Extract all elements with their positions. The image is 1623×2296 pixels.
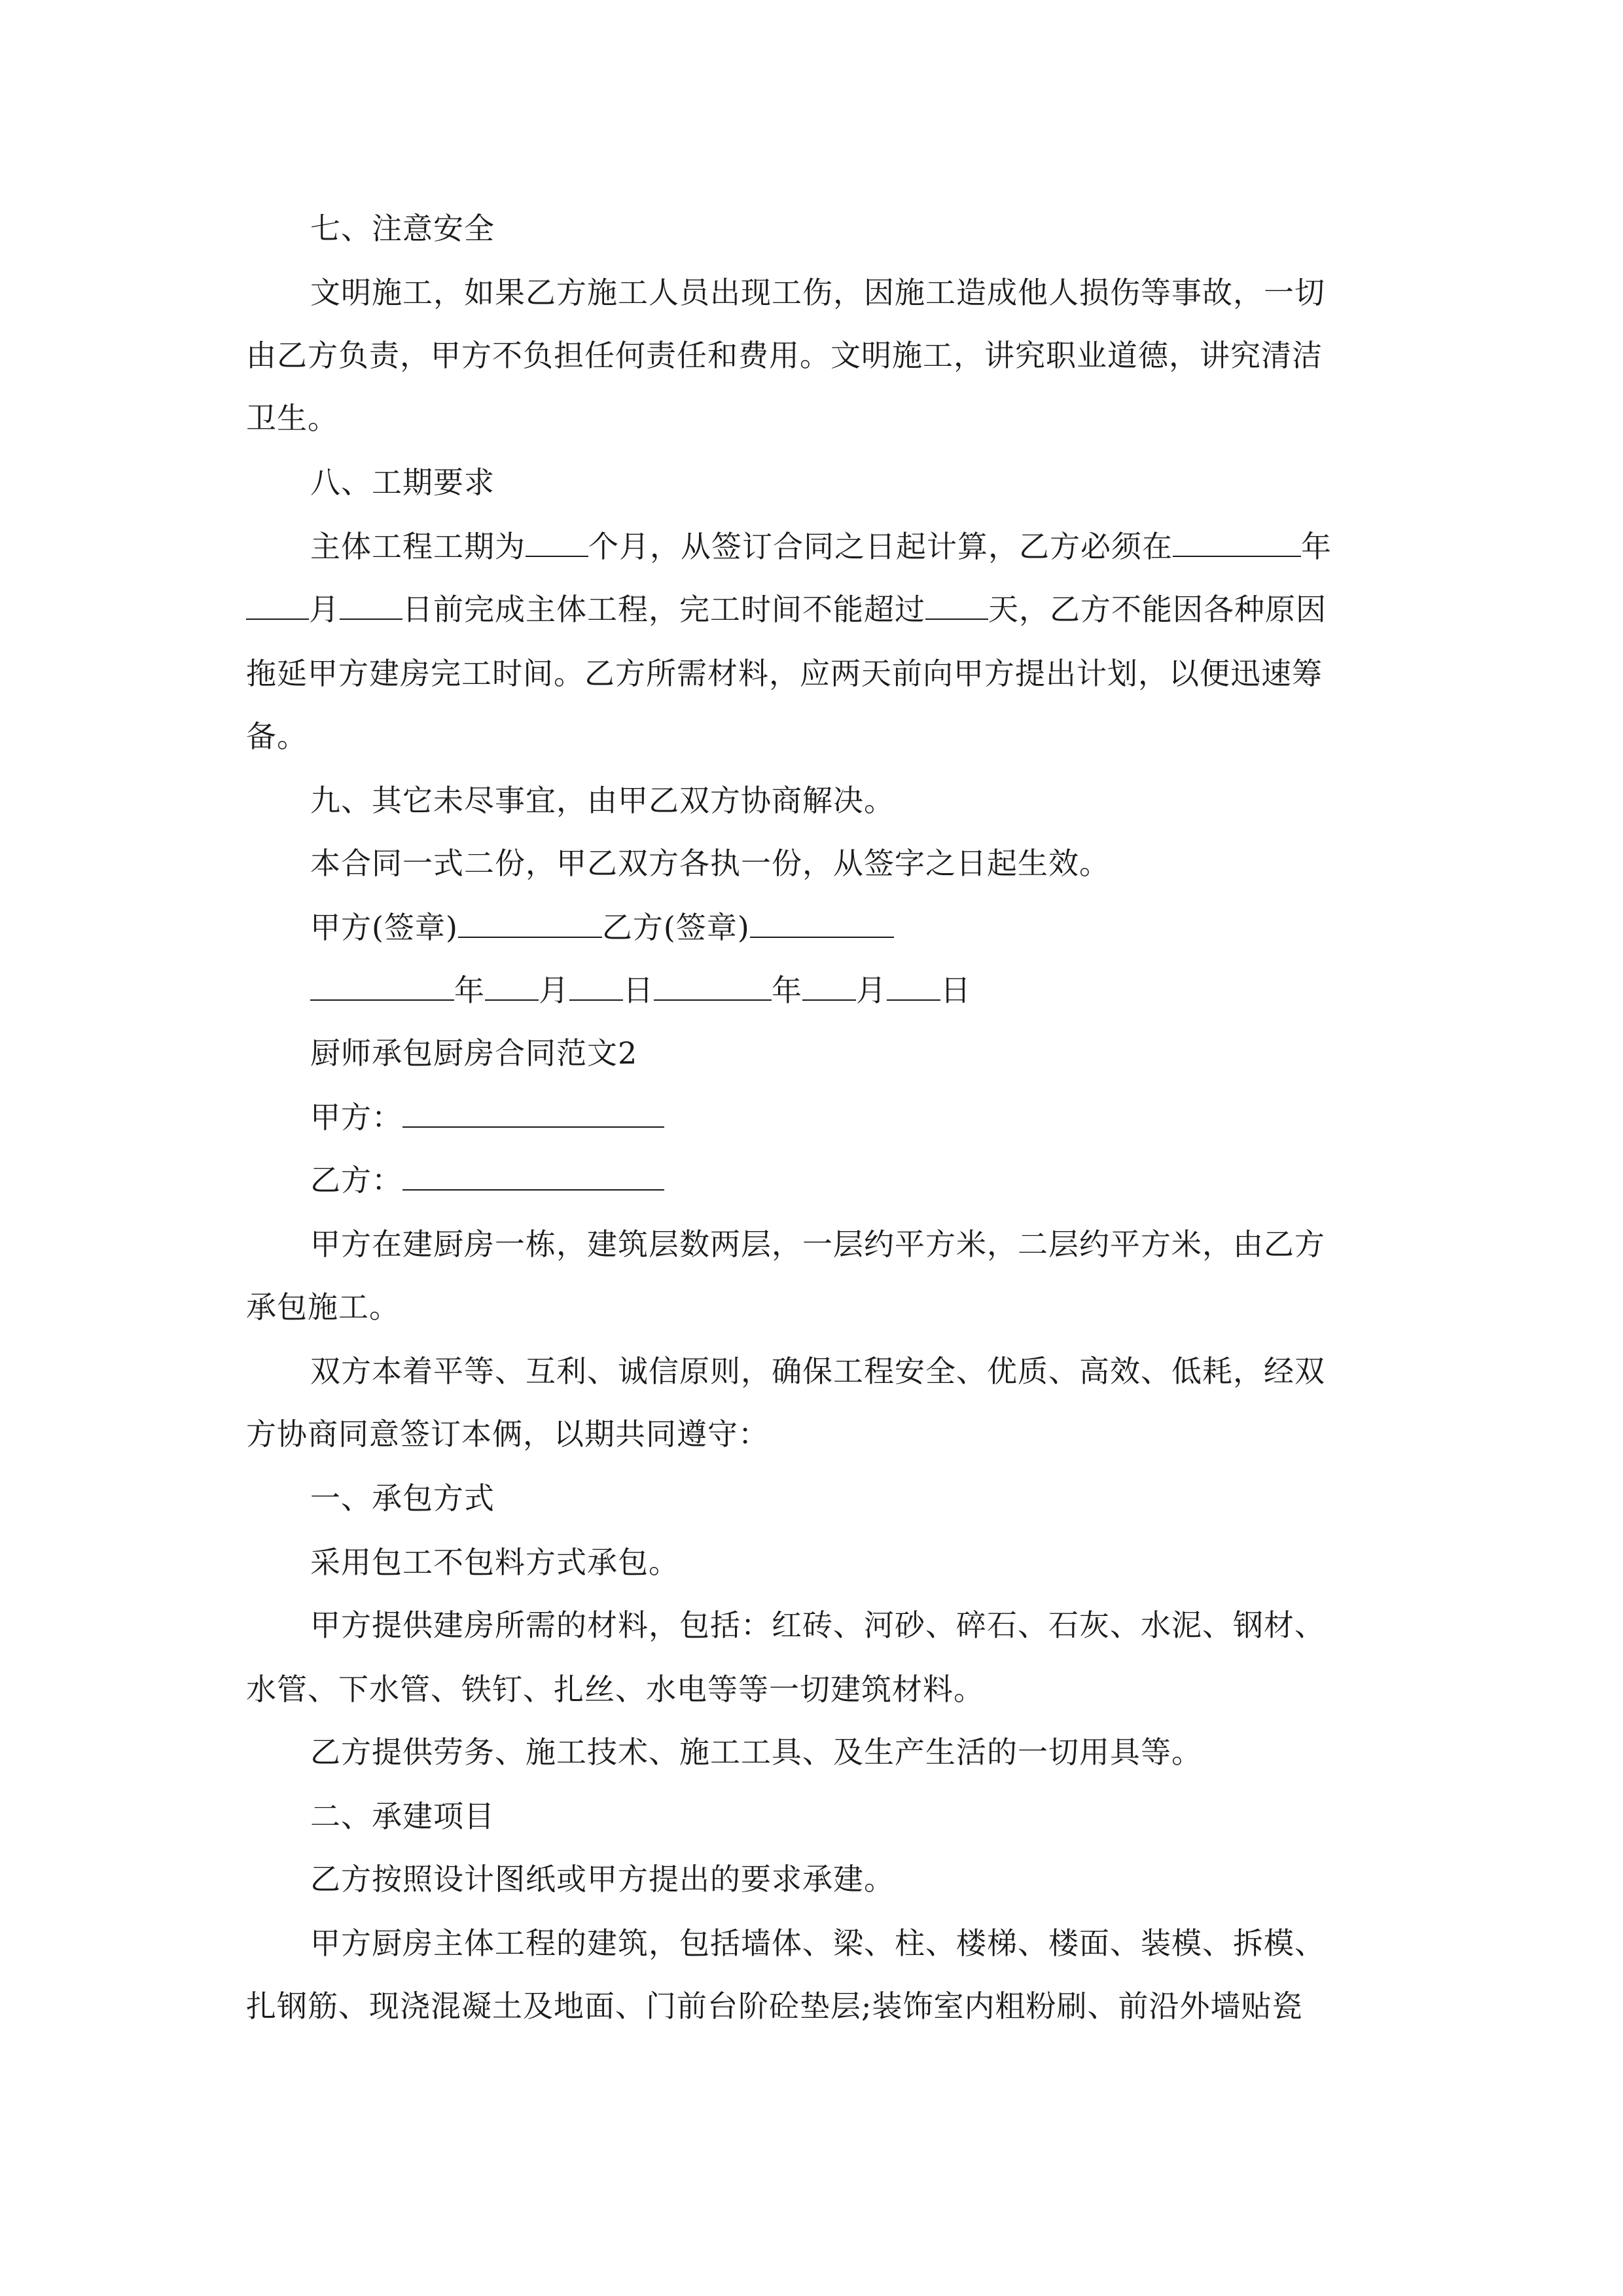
text: 年 (1301, 529, 1332, 564)
paragraph: 备。 (246, 719, 308, 754)
party-a-sign-label: 甲方(签章) (310, 910, 458, 945)
paragraph: 采用包工不包料方式承包。 (310, 1545, 679, 1580)
section-9: 九、其它未尽事宜，由甲乙双方协商解决。 (310, 783, 895, 818)
text: 日前完成主体工程，完工时间不能超过 (402, 592, 925, 627)
party-b-label: 乙方： (310, 1162, 402, 1198)
schedule-line-2 (246, 590, 1398, 628)
text: 月 (309, 592, 340, 627)
paragraph: 文明施工，如果乙方施工人员出现工伤，因施工造成他人损伤等事故，一切 (310, 275, 1325, 310)
party-a-line (310, 1098, 1462, 1136)
blank-field (887, 973, 940, 1001)
blank-field (1173, 529, 1301, 557)
paragraph: 甲方厨房主体工程的建筑，包括墙体、梁、柱、楼梯、楼面、装模、拆模、 (310, 1926, 1325, 1961)
paragraph: 承包施工。 (246, 1289, 400, 1325)
section-8-title: 八、工期要求 (310, 465, 495, 500)
party-b-line (310, 1161, 1462, 1199)
paragraph: 水管、下水管、铁钉、扎丝、水电等等一切建筑材料。 (246, 1672, 984, 1707)
blank-field (485, 973, 539, 1001)
document-title-2: 厨师承包厨房合同范文2 (310, 1035, 638, 1071)
text: 日 (940, 973, 971, 1008)
text: 天，乙方不能因各种原因 (988, 592, 1327, 627)
blank-field (310, 973, 454, 1001)
paragraph: 卫生。 (246, 401, 338, 436)
blank-field (750, 910, 894, 938)
section-7-title: 七、注意安全 (310, 211, 495, 246)
paragraph: 乙方提供劳务、施工技术、施工工具、及生产生活的一切用具等。 (310, 1734, 1202, 1770)
blank-field (526, 529, 588, 557)
signature-line (310, 908, 1462, 946)
text: 个月，从签订合同之日起计算，乙方必须在 (588, 529, 1173, 564)
schedule-line-1 (310, 528, 1462, 565)
blank-field (458, 910, 602, 938)
paragraph: 甲方在建厨房一栋，建筑层数两层，一层约平方米，二层约平方米，由乙方 (310, 1227, 1325, 1262)
blank-field (402, 1100, 664, 1128)
blank-field (802, 973, 856, 1001)
party-a-label: 甲方： (310, 1100, 402, 1135)
text: 主体工程工期为 (310, 529, 526, 564)
date-line (310, 971, 1462, 1009)
blank-field (925, 592, 988, 620)
text: 年 (454, 973, 485, 1008)
paragraph: 方协商同意签订本俩，以期共同遵守： (246, 1416, 769, 1452)
clause-2-title: 二、承建项目 (310, 1799, 495, 1834)
paragraph: 拖延甲方建房完工时间。乙方所需材料，应两天前向甲方提出计划，以便迅速筹 (246, 656, 1323, 691)
clause-1-title: 一、承包方式 (310, 1480, 495, 1516)
blank-field (654, 973, 772, 1001)
paragraph: 双方本着平等、互利、诚信原则，确保工程安全、优质、高效、低耗，经双 (310, 1354, 1325, 1389)
paragraph: 扎钢筋、现浇混凝土及地面、门前台阶砼垫层;装饰室内粗粉刷、前沿外墙贴瓷 (246, 1988, 1303, 2024)
text: 年 (772, 973, 802, 1008)
blank-field (246, 592, 309, 620)
paragraph: 本合同一式二份，甲乙双方各执一份，从签字之日起生效。 (310, 846, 1110, 881)
party-b-sign-label: 乙方(签章) (601, 910, 750, 945)
paragraph: 乙方按照设计图纸或甲方提出的要求承建。 (310, 1861, 895, 1897)
blank-field (340, 592, 402, 620)
blank-field (402, 1163, 664, 1191)
text: 日 (623, 973, 654, 1008)
paragraph: 甲方提供建房所需的材料，包括：红砖、河砂、碎石、石灰、水泥、钢材、 (310, 1607, 1325, 1643)
text: 月 (856, 973, 887, 1008)
text: 月 (539, 973, 569, 1008)
blank-field (569, 973, 623, 1001)
paragraph: 由乙方负责，甲方不负担任何责任和费用。文明施工，讲究职业道德，讲究清洁 (246, 338, 1323, 373)
